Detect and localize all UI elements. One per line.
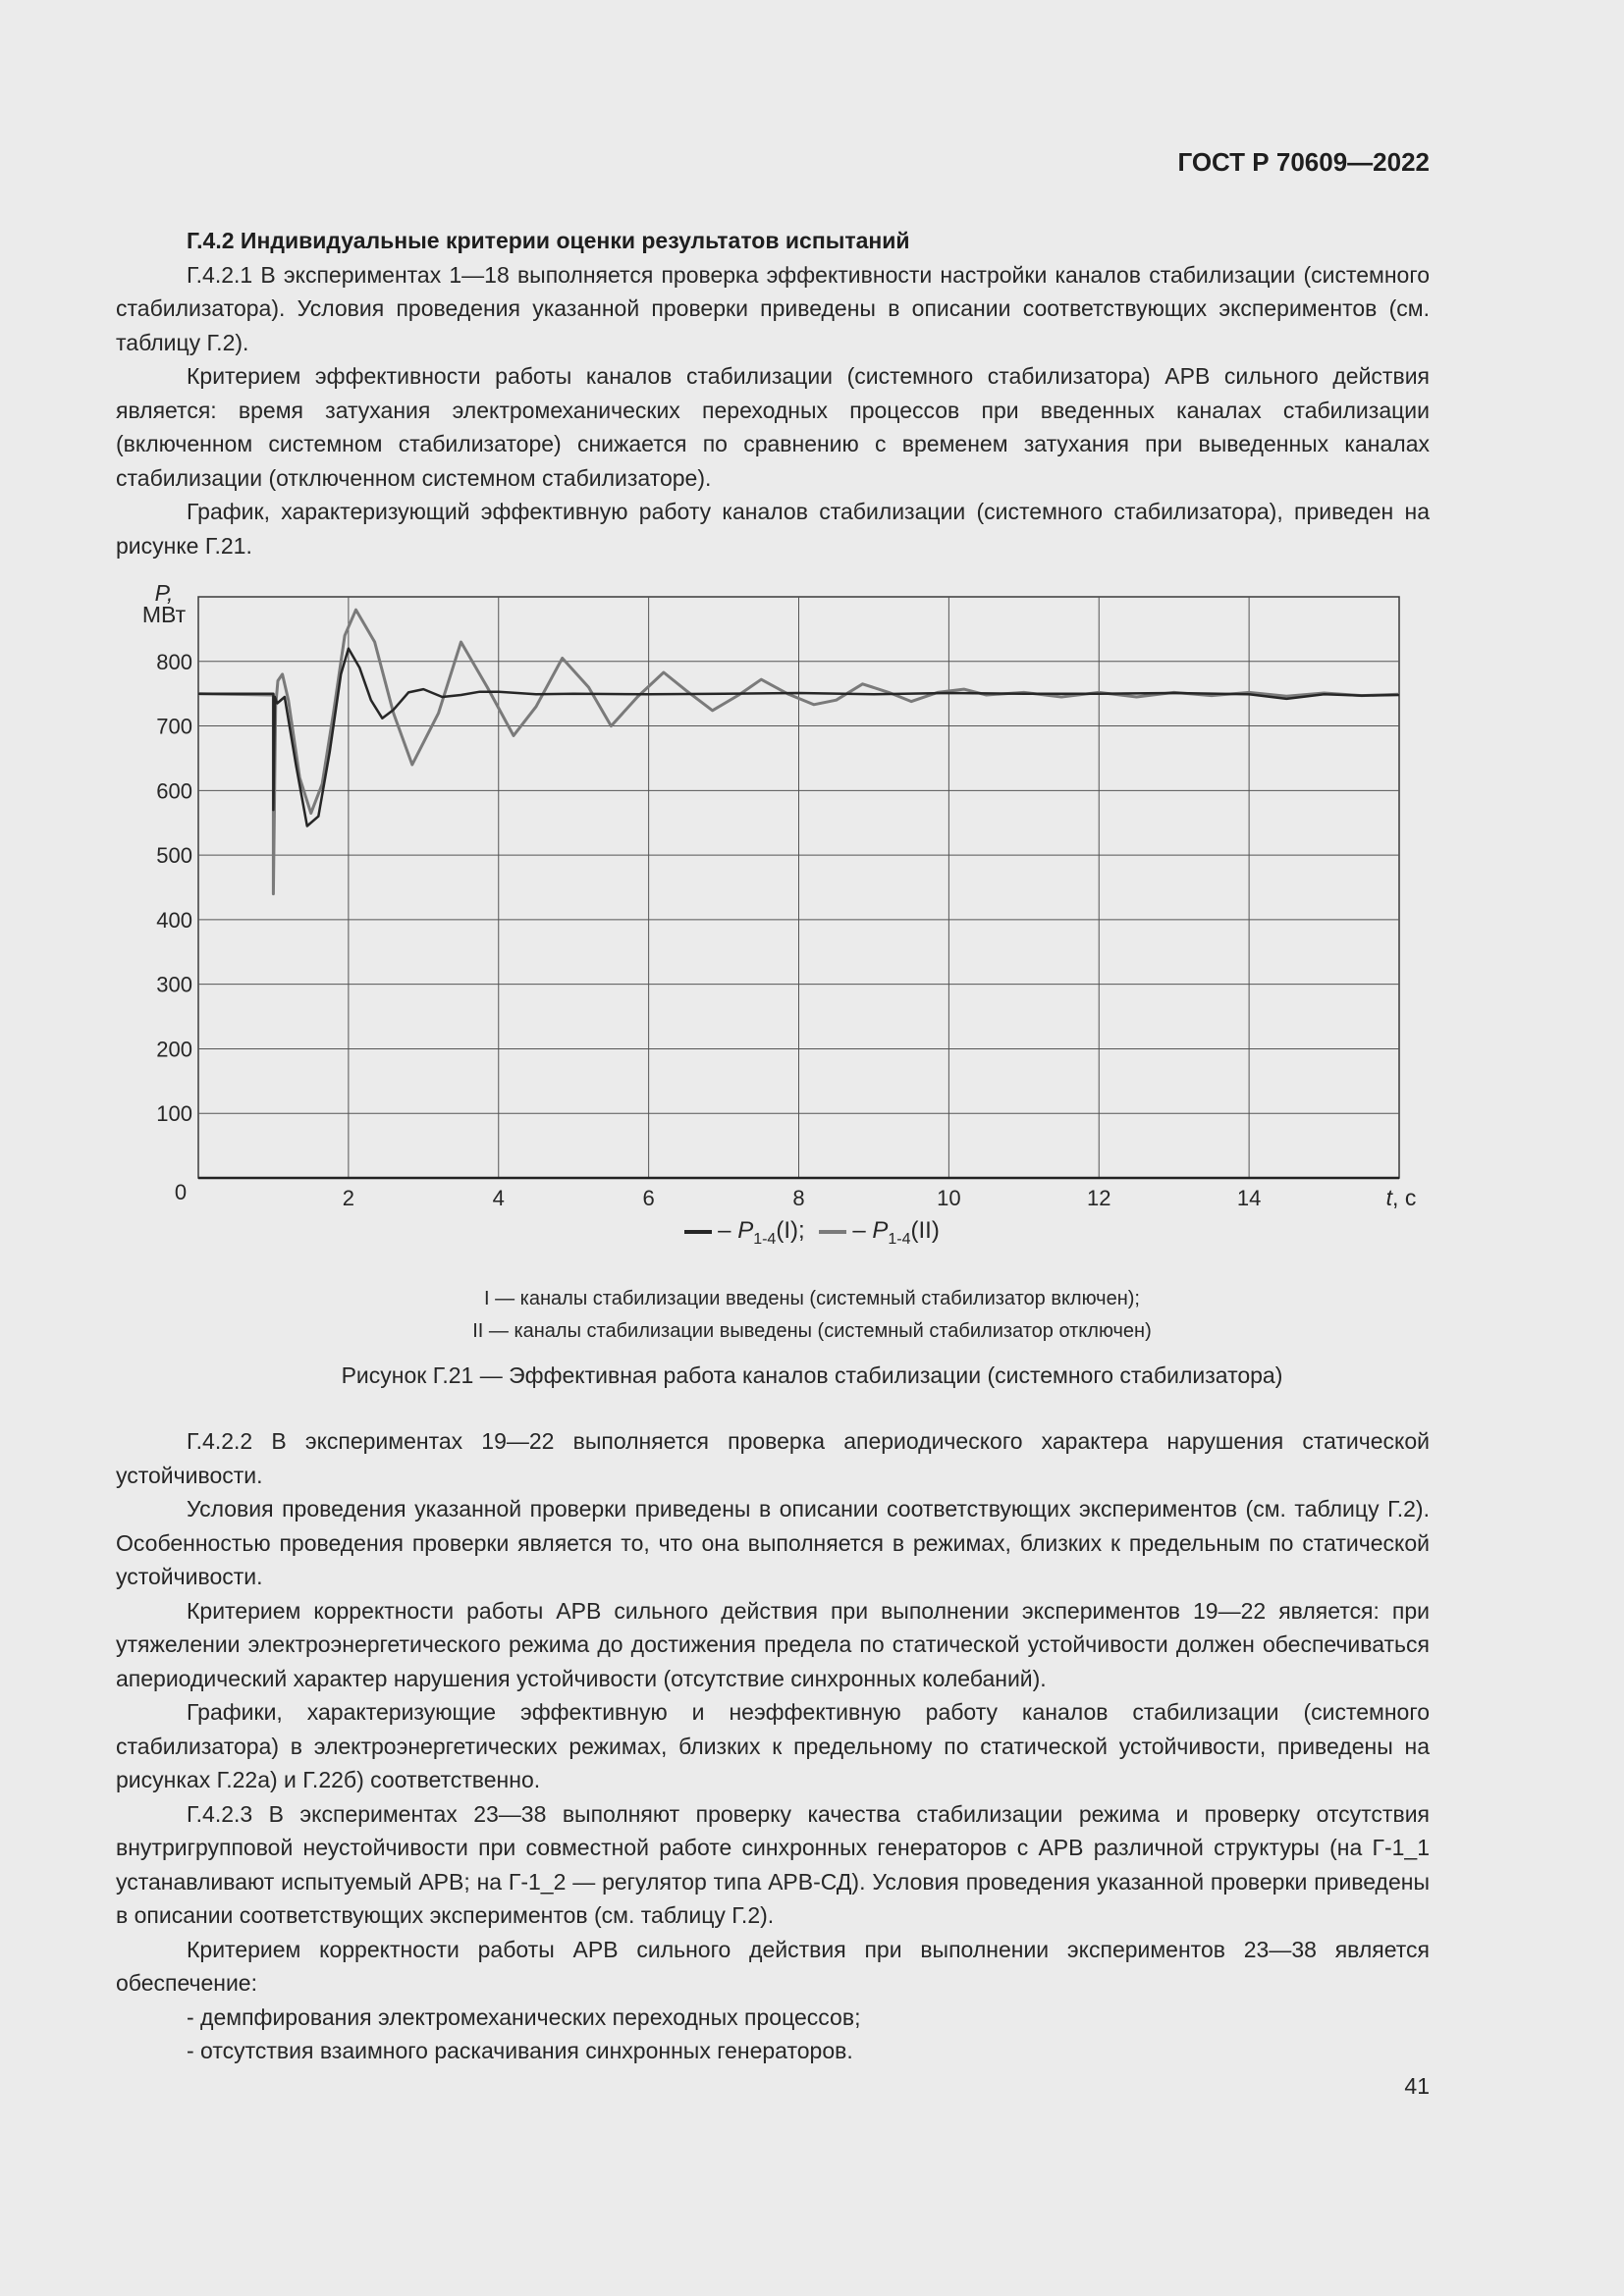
y-tick-label: 600 bbox=[156, 778, 192, 804]
y-tick-label: 800 bbox=[156, 649, 192, 674]
paragraph: График, характеризующий эффективную работу каналов стабилизации (системного стабилизатора), приведен на рисунке Г.21. bbox=[116, 499, 1430, 559]
x-tick-label: 6 bbox=[642, 1186, 655, 1210]
origin-label: 0 bbox=[174, 1180, 188, 1204]
paragraph: Графики, характеризующие эффективную и неэффективную работу каналов стабилизации (системного стабилизатора) в электроэнергетических режимах, близких к предельному по статической устойчивости, приведены на рисунках Г.22а) и Г.22б) соответственно. bbox=[116, 1699, 1430, 1792]
y-tick-label: 300 bbox=[156, 972, 192, 997]
text-block-bottom bbox=[116, 1424, 1430, 2068]
y-tick-label: 400 bbox=[156, 907, 192, 933]
y-axis-label bbox=[142, 580, 187, 627]
paragraph: Условия проведения указанной проверки приведены в описании соответствующих экспериментов (см. таблицу Г.2). Особенностью проведения проверки является то, что она выполняется в режимах, близких к предельным по статической устойчивости. bbox=[116, 1496, 1430, 1589]
x-tick-label: 4 bbox=[492, 1186, 505, 1210]
x-tick-label: 8 bbox=[792, 1186, 805, 1210]
y-tick-label: 100 bbox=[156, 1101, 192, 1127]
y-tick-label: 700 bbox=[156, 714, 192, 739]
list-item: - демпфирования электромеханических переходных процессов; bbox=[187, 2003, 861, 2030]
page-number: 41 bbox=[1404, 2073, 1430, 2099]
paragraph: Г.4.2.3 В экспериментах 23—38 выполняют проверку качества стабилизации режима и проверку отсутствия внутригрупповой неустойчивости при совместной работе синхронных генераторов с АРВ различной структуры (на Г-1_1 устанавливают испытуемый АРВ; на Г-1_2 — регулятор типа АРВ-СД). Условия проведения указанной проверки приведены в описании соответствующих экспериментов (см. таблицу Г.2). bbox=[116, 1800, 1430, 1928]
paragraph: Г.4.2.1 В экспериментах 1—18 выполняется проверка эффективности настройки каналов стабилизации (системного стабилизатора). Условия проведения указанной проверки приведены в описании соответствующих экспериментов (см. таблицу Г.2). bbox=[116, 261, 1430, 355]
legend-series-i-suffix: (I); bbox=[776, 1217, 805, 1244]
figure-note: I — каналы стабилизации введены (системный стабилизатор включен); bbox=[484, 1288, 1140, 1309]
x-tick-label: 14 bbox=[1236, 1186, 1262, 1210]
chart-svg bbox=[118, 581, 1434, 1209]
legend-series-i-symbol: P bbox=[737, 1217, 754, 1244]
x-tick-label: 10 bbox=[937, 1186, 961, 1210]
paragraph: Критерием корректности работы АРВ сильного действия при выполнении экспериментов 19—22 является: при утяжелении электроэнергетического режима до достижения предела по статической устойчивости должен обеспечиваться апериодический характер нарушения устойчивости (отсутствие синхронных колебаний). bbox=[116, 1597, 1430, 1691]
legend-series-ii-suffix: (II) bbox=[910, 1217, 940, 1244]
section-heading: Г.4.2 Индивидуальные критерии оценки результатов испытаний bbox=[187, 228, 910, 253]
y-axis-label-symbol: P, bbox=[154, 580, 174, 606]
x-axis-label-symbol: t bbox=[1385, 1185, 1393, 1210]
legend-swatch-series-i bbox=[684, 1230, 712, 1234]
chart-ticks bbox=[156, 650, 1261, 1210]
x-axis-label-unit: , с bbox=[1392, 1185, 1417, 1210]
x-tick-label: 12 bbox=[1087, 1186, 1111, 1210]
y-tick-label: 200 bbox=[156, 1037, 192, 1062]
y-tick-label: 500 bbox=[156, 843, 192, 869]
x-tick-label: 2 bbox=[342, 1186, 354, 1210]
paragraph: Критерием корректности работы АРВ сильного действия при выполнении экспериментов 23—38 является обеспечение: bbox=[116, 1936, 1430, 1996]
figure-note: II — каналы стабилизации выведены (системный стабилизатор отключен) bbox=[472, 1320, 1152, 1342]
list-item: - отсутствия взаимного раскачивания синхронных генераторов. bbox=[187, 2038, 853, 2063]
paragraph: Критерием эффективности работы каналов стабилизации (системного стабилизатора) АРВ сильного действия является: время затухания электромеханических переходных процессов при введенных каналах стабилизации (включенном системном стабилизаторе) снижается по сравнению с временем затухания при выведенных каналах стабилизации (отключенном системном стабилизаторе). bbox=[116, 363, 1430, 491]
chart bbox=[118, 581, 1434, 1258]
x-axis-label bbox=[1386, 1185, 1417, 1210]
chart-legend: – $P_{1-4}(I)$; – $P_{1-4}(II)$ bbox=[0, 1217, 1624, 1249]
figure-caption: Рисунок Г.21 — Эффективная работа каналов стабилизации (системного стабилизатора) bbox=[341, 1362, 1283, 1388]
paragraph: Г.4.2.2 В экспериментах 19—22 выполняется проверка апериодического характера нарушения статической устойчивости. bbox=[116, 1428, 1430, 1488]
legend-swatch-series-ii bbox=[819, 1230, 846, 1234]
chart-grid bbox=[198, 597, 1399, 1178]
text-block-top bbox=[116, 224, 1430, 562]
legend-series-ii-symbol: P bbox=[872, 1217, 889, 1244]
document-header: ГОСТ Р 70609—2022 bbox=[1177, 147, 1430, 177]
y-axis-label-unit: МВт bbox=[141, 602, 187, 627]
